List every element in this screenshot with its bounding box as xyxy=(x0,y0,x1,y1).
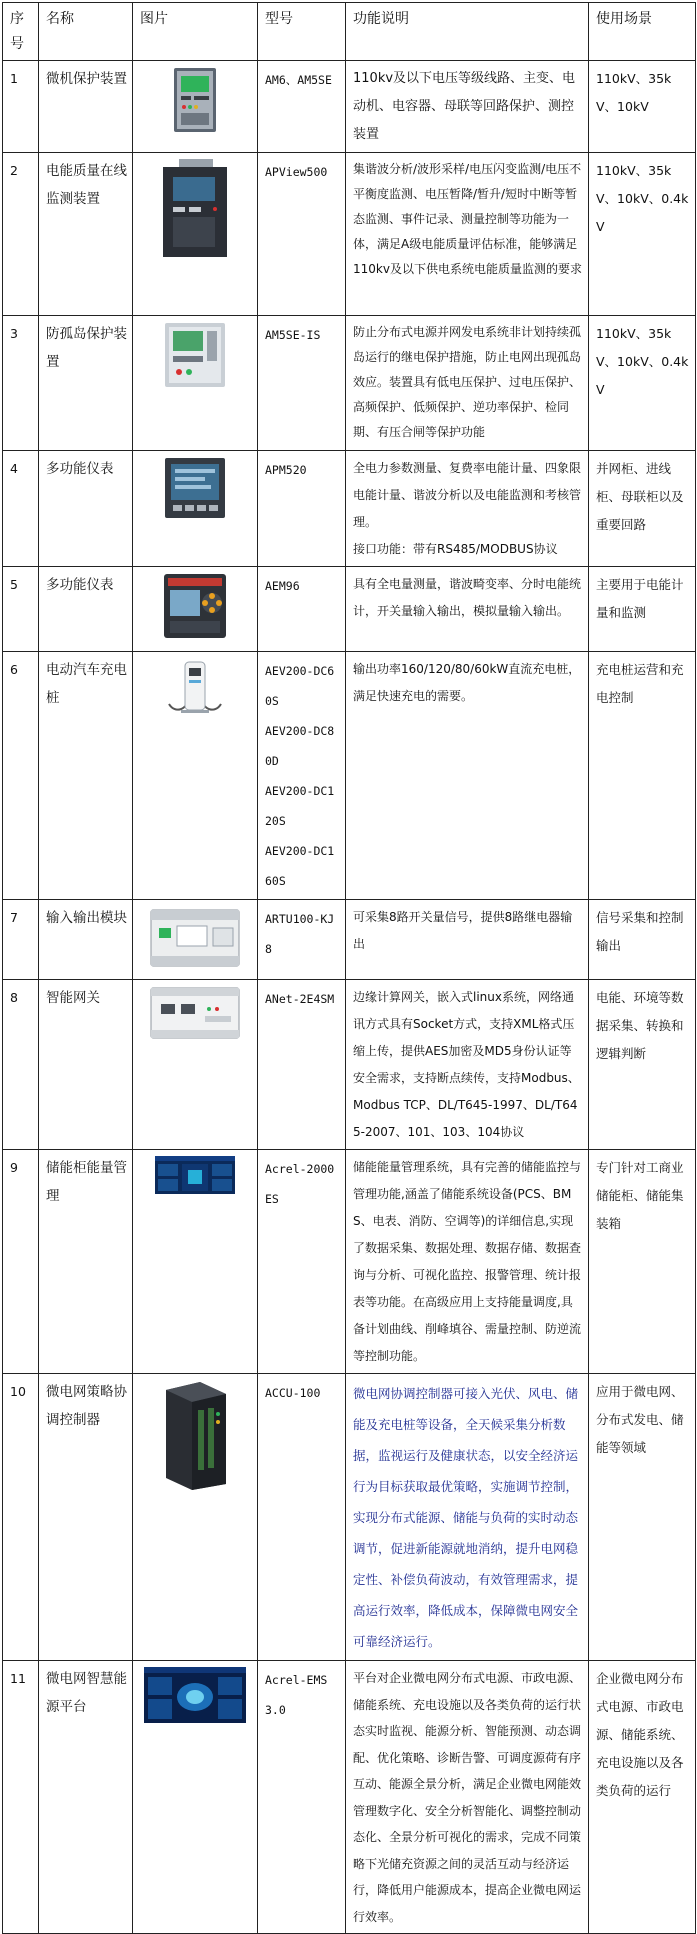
model-line: AEV200-DC120S xyxy=(265,784,335,828)
ems-dashboard-icon xyxy=(155,1156,235,1194)
row-no: 9 xyxy=(3,1150,39,1374)
header-no: 序号 xyxy=(3,3,39,61)
row-function: 110kv及以下电压等级线路、主变、电动机、电容器、母联等回路保护、测控装置 xyxy=(346,61,589,153)
ev-charger-icon xyxy=(165,658,225,714)
row-name: 多功能仪表 xyxy=(39,567,133,652)
microgrid-controller-icon xyxy=(160,1380,230,1490)
row-image xyxy=(133,451,258,567)
row-name: 微电网策略协调控制器 xyxy=(39,1374,133,1661)
row-image xyxy=(133,61,258,153)
row-name: 防孤岛保护装置 xyxy=(39,316,133,451)
header-row xyxy=(3,3,696,61)
row-function xyxy=(346,451,589,567)
row-image xyxy=(133,900,258,980)
anti-islanding-device-icon xyxy=(163,322,227,388)
row-usage: 应用于微电网、分布式发电、储能等领域 xyxy=(589,1374,696,1661)
row-usage: 充电桩运营和充电控制 xyxy=(589,652,696,900)
io-module-icon xyxy=(149,906,241,970)
row-name: 电能质量在线监测装置 xyxy=(39,153,133,316)
row-usage: 电能、环境等数据采集、转换和逻辑判断 xyxy=(589,980,696,1150)
model-line: AEV200-DC80D xyxy=(265,724,335,768)
row-image xyxy=(133,652,258,900)
table-row xyxy=(3,153,696,316)
table-row xyxy=(3,980,696,1150)
row-usage: 信号采集和控制输出 xyxy=(589,900,696,980)
row-function: 可采集8路开关量信号，提供8路继电器输出 xyxy=(346,900,589,980)
row-model: AM6、AM5SE xyxy=(258,61,346,153)
multifunction-meter-icon xyxy=(162,573,228,639)
row-no: 4 xyxy=(3,451,39,567)
function-text: 全电力参数测量、复费率电能计量、四象限电能计量、谐波分析以及电能监测和考核管理。 xyxy=(353,461,582,529)
row-name: 多功能仪表 xyxy=(39,451,133,567)
row-name: 微电网智慧能源平台 xyxy=(39,1661,133,1934)
row-no: 3 xyxy=(3,316,39,451)
header-name: 名称 xyxy=(39,3,133,61)
function-interface: 接口功能：带有RS485/MODBUS协议 xyxy=(353,542,558,556)
table-row xyxy=(3,451,696,567)
row-no: 8 xyxy=(3,980,39,1150)
row-no: 6 xyxy=(3,652,39,900)
row-function: 平台对企业微电网分布式电源、市政电源、储能系统、充电设施以及各类负荷的运行状态实时监视、能源分析、智能预测、动态调配、优化策略、诊断告警、可调度源荷有序互动、能源全景分析，满足企业微电网能效管理数字化、安全分析智能化、调整控制动态化、全景分析可视化的需求，完成不同策略下光储充资源之间的灵活互动与经济运行，降低用户能源成本，提高企业微电网运行效率。 xyxy=(346,1661,589,1934)
row-name: 微机保护装置 xyxy=(39,61,133,153)
smart-gateway-icon xyxy=(149,986,241,1040)
header-usage: 使用场景 xyxy=(589,3,696,61)
power-quality-monitor-icon xyxy=(159,159,231,259)
row-function: 具有全电量测量，谐波畸变率、分时电能统计，开关量输入输出，模拟量输入输出。 xyxy=(346,567,589,652)
row-no: 11 xyxy=(3,1661,39,1934)
model-line: AEV200-DC160S xyxy=(265,844,335,888)
row-no: 5 xyxy=(3,567,39,652)
table-row xyxy=(3,1150,696,1374)
table-row xyxy=(3,567,696,652)
header-image: 图片 xyxy=(133,3,258,61)
row-image xyxy=(133,980,258,1150)
row-model: AEM96 xyxy=(258,567,346,652)
row-model: APView500 xyxy=(258,153,346,316)
table-row xyxy=(3,1661,696,1934)
table-row xyxy=(3,61,696,153)
row-image xyxy=(133,1661,258,1934)
row-model: ANet-2E4SM xyxy=(258,980,346,1150)
row-image xyxy=(133,567,258,652)
row-model: Acrel-2000ES xyxy=(258,1150,346,1374)
row-name: 智能网关 xyxy=(39,980,133,1150)
row-no: 10 xyxy=(3,1374,39,1661)
row-function: 储能能量管理系统，具有完善的储能监控与管理功能,涵盖了储能系统设备(PCS、BMS、电表、消防、空调等)的详细信息,实现了数据采集、数据处理、数据存储、数据查询与分析、可视化监控、报警管理、统计报表等功能。在高级应用上支持能量调度,具备计划曲线、削峰填谷、需量控制、防逆流等控制功能。 xyxy=(346,1150,589,1374)
row-model: Acrel-EMS3.0 xyxy=(258,1661,346,1934)
row-usage: 企业微电网分布式电源、市政电源、储能系统、充电设施以及各类负荷的运行 xyxy=(589,1661,696,1934)
table-row xyxy=(3,1374,696,1661)
row-usage: 并网柜、进线柜、母联柜以及重要回路 xyxy=(589,451,696,567)
row-name: 输入输出模块 xyxy=(39,900,133,980)
row-function: 边缘计算网关，嵌入式linux系统，网络通讯方式具有Socket方式，支持XML格式压缩上传，提供AES加密及MD5身份认证等安全需求，支持断点续传，支持Modbus、Modbus TCP、DL/T645-1997、DL/T645-2007、101、103、104协议 xyxy=(346,980,589,1150)
row-model: ARTU100-KJ8 xyxy=(258,900,346,980)
row-usage: 110kV、35kV、10kV、0.4kV xyxy=(589,316,696,451)
row-image xyxy=(133,316,258,451)
row-no: 1 xyxy=(3,61,39,153)
row-no: 7 xyxy=(3,900,39,980)
row-model: APM520 xyxy=(258,451,346,567)
row-function: 集谐波分析/波形采样/电压闪变监测/电压不平衡度监测、电压暂降/暂升/短时中断等暂态监测、事件记录、测量控制等功能为一体，满足A级电能质量评估标准，能够满足110kv及以下供电系统电能质量监测的要求 xyxy=(346,153,589,316)
row-image xyxy=(133,1374,258,1661)
model-line: AEV200-DC60S xyxy=(265,664,335,708)
protection-relay-icon xyxy=(172,67,218,133)
row-usage: 主要用于电能计量和监测 xyxy=(589,567,696,652)
table-row xyxy=(3,316,696,451)
row-usage: 110kV、35kV、10kV xyxy=(589,61,696,153)
row-usage: 110kV、35kV、10kV、0.4kV xyxy=(589,153,696,316)
row-model: AM5SE-IS xyxy=(258,316,346,451)
energy-platform-icon xyxy=(144,1667,246,1723)
row-name: 电动汽车充电桩 xyxy=(39,652,133,900)
row-model: ACCU-100 xyxy=(258,1374,346,1661)
row-model xyxy=(258,652,346,900)
row-image xyxy=(133,1150,258,1374)
row-function: 输出功率160/120/80/60kW直流充电桩，满足快速充电的需要。 xyxy=(346,652,589,900)
row-image xyxy=(133,153,258,316)
row-function: 防止分布式电源并网发电系统非计划持续孤岛运行的继电保护措施，防止电网出现孤岛效应。装置具有低电压保护、过电压保护、高频保护、低频保护、逆功率保护、检同期、有压合闸等保护功能 xyxy=(346,316,589,451)
header-model: 型号 xyxy=(258,3,346,61)
row-no: 2 xyxy=(3,153,39,316)
table-row xyxy=(3,652,696,900)
panel-meter-icon xyxy=(163,457,227,519)
row-name: 储能柜能量管理 xyxy=(39,1150,133,1374)
table-row xyxy=(3,900,696,980)
row-usage: 专门针对工商业储能柜、储能集装箱 xyxy=(589,1150,696,1374)
product-table xyxy=(2,2,696,1934)
header-function: 功能说明 xyxy=(346,3,589,61)
row-function: 微电网协调控制器可接入光伏、风电、储能及充电桩等设备，全天候采集分析数据，监视运行及健康状态，以安全经济运行为目标获取最优策略，实施调节控制，实现分布式能源、储能与负荷的实时动态调节，促进新能源就地消纳，提升电网稳定性、补偿负荷波动，有效管理需求，提高运行效率，降低成本，保障微电网安全可靠经济运行。 xyxy=(346,1374,589,1661)
